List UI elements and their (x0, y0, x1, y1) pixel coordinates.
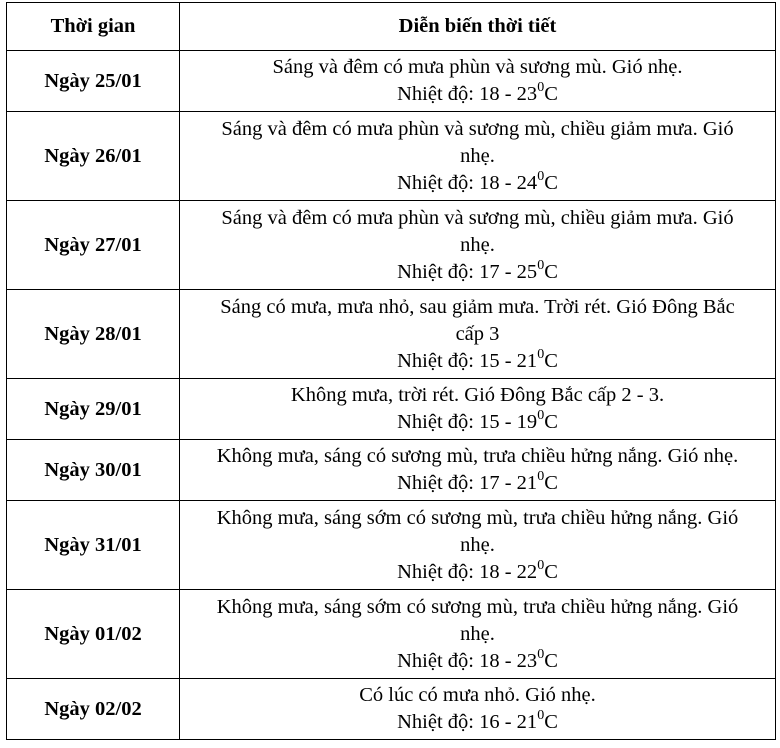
temp-label: Nhiệt độ: (397, 260, 480, 283)
temp-range: 15 - 21 (479, 349, 538, 372)
degree-sign: 0 (537, 469, 545, 485)
row-date: Ngày 27/01 (7, 201, 180, 290)
header-date: Thời gian (7, 3, 180, 51)
row-date: Ngày 31/01 (7, 501, 180, 590)
row-weather (180, 290, 776, 379)
row-description-cont: nhẹ. (460, 233, 495, 256)
temp-label: Nhiệt độ: (397, 472, 480, 494)
row-description: Sáng và đêm có mưa phùn và sương mù, chiều giảm mưa. Gió (221, 206, 734, 229)
temp-unit: C (544, 649, 558, 672)
row-date: Ngày 30/01 (7, 440, 180, 501)
row-description-cont: nhẹ. (460, 622, 495, 645)
row-date: Ngày 25/01 (7, 51, 180, 112)
row-weather (180, 679, 776, 740)
temp-unit: C (544, 349, 558, 372)
temp-range: 18 - 23 (479, 649, 538, 672)
temp-range: 17 - 25 (479, 260, 538, 283)
row-temperature (180, 470, 775, 497)
temp-range: 18 - 22 (479, 560, 538, 583)
temp-label: Nhiệt độ: (397, 171, 480, 194)
row-date: Ngày 02/02 (7, 679, 180, 740)
row-temperature (180, 259, 775, 286)
degree-sign: 0 (537, 168, 545, 184)
row-date: Ngày 29/01 (7, 379, 180, 440)
temp-label: Nhiệt độ: (397, 711, 480, 733)
table-row (7, 379, 776, 440)
row-temperature (180, 348, 775, 375)
row-weather (180, 590, 776, 679)
row-description: Sáng và đêm có mưa phùn và sương mù, chiều giảm mưa. Gió (221, 117, 734, 140)
temp-unit: C (544, 711, 558, 733)
temp-unit: C (544, 171, 558, 194)
row-description-cont: nhẹ. (460, 144, 495, 167)
table-row (7, 679, 776, 740)
row-description: Có lúc có mưa nhỏ. Gió nhẹ. (359, 684, 596, 706)
temp-label: Nhiệt độ: (397, 649, 480, 672)
temp-unit: C (544, 260, 558, 283)
weather-forecast-table (6, 2, 776, 740)
row-weather (180, 440, 776, 501)
row-temperature (180, 709, 775, 736)
temp-label: Nhiệt độ: (397, 83, 480, 105)
degree-sign: 0 (537, 257, 545, 273)
temp-unit: C (544, 411, 558, 433)
row-description: Sáng có mưa, mưa nhỏ, sau giảm mưa. Trời rét. Gió Đông Bắc (220, 295, 735, 318)
table-row (7, 590, 776, 679)
row-description: Không mưa, sáng sớm có sương mù, trưa chiều hửng nắng. Gió (216, 595, 739, 618)
degree-sign: 0 (537, 708, 545, 724)
row-description: Không mưa, trời rét. Gió Đông Bắc cấp 2 - 3. (290, 384, 665, 406)
row-temperature (180, 81, 775, 108)
temp-label: Nhiệt độ: (397, 411, 480, 433)
row-weather (180, 501, 776, 590)
row-description-cont: cấp 3 (455, 322, 500, 345)
row-date: Ngày 01/02 (7, 590, 180, 679)
table-row (7, 501, 776, 590)
table-header-row (7, 3, 776, 51)
degree-sign: 0 (537, 346, 545, 362)
temp-range: 18 - 23 (479, 83, 538, 105)
temp-label: Nhiệt độ: (397, 349, 480, 372)
table-row (7, 440, 776, 501)
temp-range: 18 - 24 (479, 171, 538, 194)
row-description: Không mưa, sáng có sương mù, trưa chiều hửng nắng. Gió nhẹ. (216, 445, 739, 467)
degree-sign: 0 (537, 557, 545, 573)
temp-range: 17 - 21 (479, 472, 538, 494)
row-date: Ngày 26/01 (7, 112, 180, 201)
row-temperature (180, 559, 775, 586)
temp-unit: C (544, 560, 558, 583)
row-description: Sáng và đêm có mưa phùn và sương mù. Gió nhẹ. (272, 56, 683, 78)
degree-sign: 0 (537, 408, 545, 424)
temp-range: 15 - 19 (479, 411, 538, 433)
header-weather: Diễn biến thời tiết (180, 3, 776, 51)
row-weather (180, 379, 776, 440)
row-temperature (180, 409, 775, 436)
temp-label: Nhiệt độ: (397, 560, 480, 583)
table-row (7, 51, 776, 112)
row-weather (180, 201, 776, 290)
row-weather (180, 51, 776, 112)
row-temperature (180, 170, 775, 197)
table-row (7, 112, 776, 201)
row-description-cont: nhẹ. (460, 533, 495, 556)
row-date: Ngày 28/01 (7, 290, 180, 379)
table-row (7, 201, 776, 290)
temp-unit: C (544, 83, 558, 105)
degree-sign: 0 (537, 80, 545, 96)
degree-sign: 0 (537, 646, 545, 662)
temp-range: 16 - 21 (479, 711, 538, 733)
row-description: Không mưa, sáng sớm có sương mù, trưa chiều hửng nắng. Gió (216, 506, 739, 529)
table-row (7, 290, 776, 379)
temp-unit: C (544, 472, 558, 494)
row-weather (180, 112, 776, 201)
row-temperature (180, 648, 775, 675)
